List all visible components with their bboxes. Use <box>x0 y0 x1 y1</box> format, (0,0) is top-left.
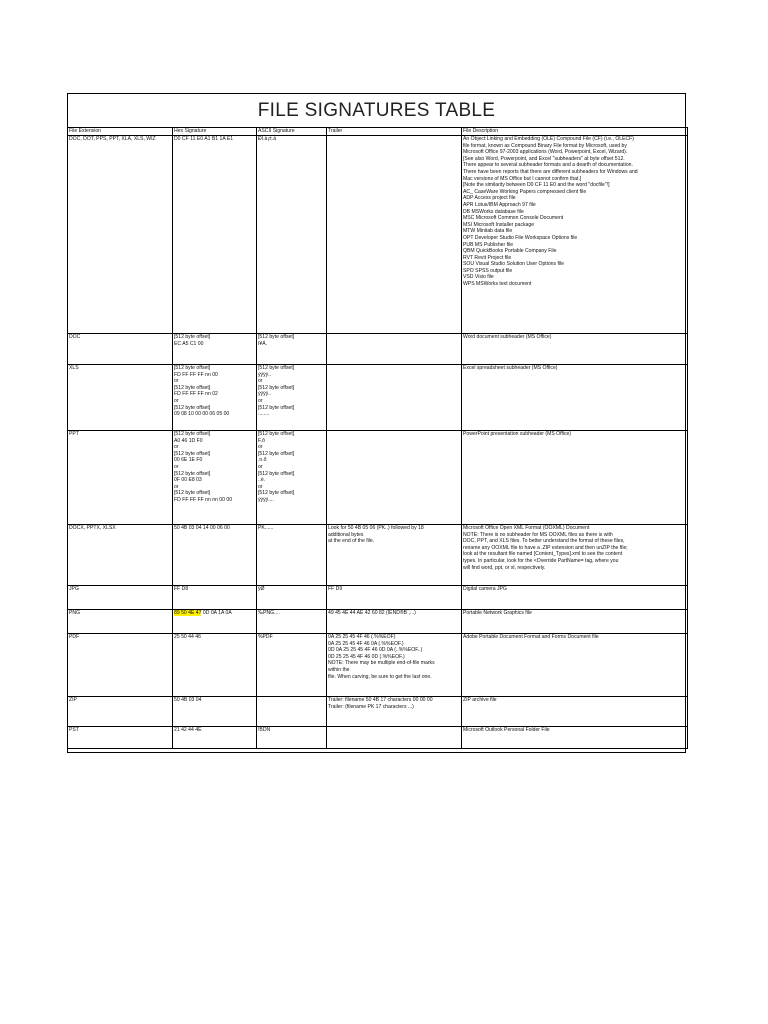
ascii-signature-cell <box>257 334 327 365</box>
cell-line: ÿØ <box>258 586 265 592</box>
cell-line: [512 byte offset] <box>174 490 211 497</box>
cell-line: or <box>174 463 179 470</box>
cell-line: ýÿÿÿ.. <box>258 371 272 378</box>
ascii-signature-cell <box>257 525 327 586</box>
trailer-cell <box>327 525 462 586</box>
cell-line: EC A5 C1 00 <box>174 340 204 347</box>
cell-line: ZIP archive file <box>463 697 497 703</box>
cell-line: NOTE: There is no subheader for MS OOXML files as there is with <box>463 531 613 538</box>
cell-line: look at the resultant file named [Content_Types].xml to see the content <box>463 551 623 558</box>
file-extension-cell <box>68 525 173 586</box>
cell-line: [512 byte offset] <box>258 450 295 457</box>
cell-line: [512 byte offset] <box>174 450 211 457</box>
trailer-cell <box>327 136 462 334</box>
file-description-cell <box>462 431 688 525</box>
cell-line: Mac versions of MS Office but I cannot confirm that.] <box>463 175 582 182</box>
cell-line: or <box>258 444 263 451</box>
cell-line: or <box>174 397 179 404</box>
cell-line: A0 46 1D F0 <box>174 437 203 444</box>
ascii-signature-cell <box>257 697 327 727</box>
file-description-cell <box>462 365 688 431</box>
cell-line: 50 4B 03 04 <box>174 697 202 703</box>
cell-line: [512 byte offset] <box>174 365 211 371</box>
ascii-signature-cell <box>257 727 327 749</box>
cell-line: DOC, DOT, PPS, PPT, XLA, XLS, WIZ <box>69 136 156 142</box>
cell-line: Trailer: filename 50 4B 17 characters 00 00 00 <box>328 697 433 703</box>
cell-line: Microsoft Office Open XML Format (OOXML) Document <box>463 525 590 531</box>
cell-line: ZIP <box>69 697 77 703</box>
column-header-hex-signature: Hex Signature <box>173 128 257 136</box>
table-row <box>68 525 688 586</box>
file-description-cell <box>462 136 688 334</box>
table-row <box>68 586 688 610</box>
signatures-table <box>67 127 688 749</box>
cell-line: [512 byte offset] <box>174 431 211 437</box>
cell-line: [Note the similarity between D0 CF 11 E0 and the word "docfile"!] <box>463 182 610 189</box>
file-description-cell <box>462 334 688 365</box>
file-description-cell <box>462 634 688 697</box>
cell-line: WPS MSWorks text document <box>463 281 532 288</box>
file-description-cell <box>462 697 688 727</box>
cell-line: .n.ð <box>258 457 267 464</box>
file-extension-cell <box>68 610 173 634</box>
cell-line: VSD Visio file <box>463 274 494 281</box>
file-description-cell <box>462 525 688 586</box>
cell-text: 0D 0A 1A 0A <box>201 610 232 616</box>
cell-line: ..è. <box>258 477 266 484</box>
cell-line: [512 byte offset] <box>174 384 211 391</box>
hex-signature-cell <box>173 365 257 431</box>
cell-line: 0D 25 25 45 4F 46 0D (.%%EOF.) <box>328 653 405 660</box>
cell-line: or <box>174 483 179 490</box>
cell-line: 25 50 44 46 <box>174 634 201 640</box>
table-header-row <box>68 128 688 136</box>
file-extension-cell <box>68 136 173 334</box>
column-header-file-description: File Description <box>462 128 688 136</box>
cell-line: !BDN <box>258 727 271 733</box>
trailer-cell <box>327 334 462 365</box>
cell-line: RVT Revit Project file <box>463 254 512 261</box>
ascii-signature-cell <box>257 431 327 525</box>
cell-line: [512 byte offset] <box>258 334 295 340</box>
cell-line: ì¥Á. <box>258 340 268 347</box>
cell-line: [512 byte offset] <box>174 470 211 477</box>
table-row <box>68 727 688 749</box>
cell-line: ýÿÿÿ.. <box>258 391 272 398</box>
hex-signature-cell <box>173 727 257 749</box>
highlighted-text: 89 50 4E 47 <box>174 610 202 616</box>
cell-line: 21 42 44 4E <box>174 727 202 733</box>
cell-line: ÐÏ.à¡±.á <box>258 136 277 142</box>
cell-line <box>174 610 255 617</box>
cell-line: Portable Network Graphics file <box>463 610 532 616</box>
cell-line: Excel spreadsheet subheader (MS Office) <box>463 365 558 371</box>
cell-line: There appear to several subheader formats and a dearth of documentation. <box>463 162 633 169</box>
cell-line: ........ <box>258 411 270 418</box>
table-row <box>68 697 688 727</box>
cell-line: file. When carving, be sure to get the last one. <box>328 673 432 680</box>
cell-line: ADP Access project file <box>463 195 516 202</box>
cell-line: PDF <box>69 634 80 640</box>
cell-line: [512 byte offset] <box>174 334 211 340</box>
file-description-cell <box>462 610 688 634</box>
cell-line: PK...... <box>258 525 274 531</box>
cell-line: There have been reports that there are different subheaders for Windows and <box>463 168 638 175</box>
cell-line: SOU Visual Studio Solution User Options file <box>463 261 564 268</box>
hex-signature-cell <box>173 586 257 610</box>
cell-line: rename any OOXML file to have a .ZIP extension and then unZIP the file; <box>463 544 628 551</box>
cell-line: FD FF FF FF nn 02 <box>174 391 218 398</box>
table-row <box>68 634 688 697</box>
file-extension-cell <box>68 586 173 610</box>
cell-line: An Object Linking and Embedding (OLE) Compound File (CF) (i.e., OLECF) <box>463 136 634 142</box>
cell-line: ýÿÿÿ.... <box>258 496 274 503</box>
cell-line: within the <box>328 666 350 673</box>
trailer-cell <box>327 431 462 525</box>
cell-line: D0 CF 11 E0 A1 B1 1A E1 <box>174 136 234 142</box>
cell-line: AC_ CaseWare Working Papers compressed client file <box>463 188 587 195</box>
column-header-file-extension: File Extension <box>68 128 173 136</box>
cell-line: additional bytes <box>328 531 364 538</box>
table-row <box>68 136 688 334</box>
cell-line: 0A 25 25 45 4F 46 0A (.%%EOF.) <box>328 640 404 647</box>
cell-line: Microsoft Outlook Personal Folder File <box>463 727 550 733</box>
cell-line: 0F 00 E8 03 <box>174 477 202 484</box>
hex-signature-cell <box>173 431 257 525</box>
file-extension-cell <box>68 697 173 727</box>
trailer-cell <box>327 365 462 431</box>
cell-line: or <box>174 444 179 451</box>
hex-signature-cell <box>173 334 257 365</box>
cell-line: PNG <box>69 610 81 616</box>
trailer-cell <box>327 697 462 727</box>
cell-line: [512 byte offset] <box>258 365 295 371</box>
cell-line: Trailer: (filename PK 17 characters ...) <box>328 703 414 710</box>
trailer-cell <box>327 610 462 634</box>
cell-line: APR Lotus/IBM Approach 97 file <box>463 201 536 208</box>
cell-line: or <box>258 463 263 470</box>
file-description-cell <box>462 586 688 610</box>
page-title: FILE SIGNATURES TABLE <box>257 100 496 121</box>
cell-line: will find word, ppt, or xl, respectively. <box>463 564 546 571</box>
cell-line: at the end of the file. <box>328 538 375 545</box>
file-extension-cell <box>68 727 173 749</box>
cell-line: MSI Microsoft Installer package <box>463 221 535 228</box>
ascii-signature-cell <box>257 610 327 634</box>
hex-signature-cell <box>173 525 257 586</box>
ascii-signature-cell <box>257 365 327 431</box>
ascii-signature-cell <box>257 586 327 610</box>
cell-line: or <box>258 378 263 385</box>
table-row <box>68 610 688 634</box>
table-row <box>68 431 688 525</box>
column-header-ascii-signature: ASCII Signature <box>257 128 327 136</box>
cell-line: 0D 0A 25 25 45 4F 46 0D 0A (..%%EOF..) <box>328 647 423 654</box>
cell-line: or <box>174 378 179 385</box>
cell-line: or <box>258 483 263 490</box>
file-extension-cell <box>68 365 173 431</box>
cell-line: PUB MS Publisher file <box>463 241 514 248</box>
cell-line: 09 08 10 00 00 06 05 00 <box>174 411 230 418</box>
trailer-cell <box>327 727 462 749</box>
cell-line: F.ð <box>258 437 265 444</box>
cell-line: PST <box>69 727 79 733</box>
cell-line: 49 45 4E 44 AE 42 60 82 (IEND®B`‚...) <box>328 610 416 616</box>
file-extension-cell <box>68 431 173 525</box>
trailer-cell <box>327 586 462 610</box>
ascii-signature-cell <box>257 136 327 334</box>
table-row <box>68 365 688 431</box>
hex-signature-cell <box>173 697 257 727</box>
cell-line: QBM QuickBooks Portable Company File <box>463 248 557 255</box>
cell-line: Look for 50 4B 05 06 (PK..) followed by 18 <box>328 525 424 531</box>
hex-signature-cell <box>173 634 257 697</box>
cell-line: SPO SPSS output file <box>463 267 513 274</box>
cell-line: [512 byte offset] <box>258 384 295 391</box>
trailer-cell <box>327 634 462 697</box>
column-header-trailer: Trailer <box>327 128 462 136</box>
hex-signature-cell <box>173 136 257 334</box>
cell-line: DOCX, PPTX, XLSX <box>69 525 116 531</box>
cell-line: MTW Minitab data file <box>463 228 513 235</box>
cell-line: or <box>258 397 263 404</box>
cell-line: Digital camera JPG <box>463 586 507 592</box>
cell-line: Word document subheader (MS Office) <box>463 334 552 340</box>
file-extension-cell <box>68 334 173 365</box>
cell-line: [512 byte offset] <box>258 470 295 477</box>
file-extension-cell <box>68 634 173 697</box>
cell-line: PowerPoint presentation subheader (MS Office) <box>463 431 572 437</box>
cell-line: 00 6E 1E F0 <box>174 457 203 464</box>
ascii-signature-cell <box>257 634 327 697</box>
cell-line: XLS <box>69 365 79 371</box>
hex-signature-cell <box>173 610 257 634</box>
cell-line: %PDF <box>258 634 273 640</box>
cell-line: NOTE: There may be multiple end-of-file marks <box>328 660 435 667</box>
cell-line: [512 byte offset] <box>258 490 295 497</box>
cell-line: ‰PNG.... <box>258 610 280 616</box>
cell-line: [See also Word, Powerpoint, and Excel "subheaders" at byte offset 512. <box>463 155 625 162</box>
cell-line: DOC, PPT, and XLS files. To better understand the format of these files, <box>463 538 625 545</box>
cell-line: FF D9 <box>328 586 343 592</box>
cell-line: [512 byte offset] <box>174 404 211 411</box>
cell-line: JPG <box>69 586 79 592</box>
cell-line: OPT Developer Studio File Workspace Options file <box>463 234 578 241</box>
file-description-cell <box>462 727 688 749</box>
cell-line: types. In particular, look for the <Override PartName= tag, where you <box>463 557 619 564</box>
cell-line: FD FF FF FF nn 00 <box>174 371 218 378</box>
cell-line: DB MSWorks database file <box>463 208 524 215</box>
cell-line: 0A 25 25 45 4F 46 (.%%EOF) <box>328 634 396 640</box>
cell-line: [512 byte offset] <box>258 431 295 437</box>
cell-line: FD FF FF FF nn nn 00 00 <box>174 496 233 503</box>
cell-line: file format, known as Compound Binary File format by Microsoft, used by <box>463 142 627 149</box>
cell-line: DOC <box>69 334 81 340</box>
cell-line: PPT <box>69 431 79 437</box>
cell-line: Microsoft Office 97-2003 applications (Word, Powerpoint, Excel, Wizard). <box>463 149 628 156</box>
cell-line: FF D8 <box>174 586 189 592</box>
table-row <box>68 334 688 365</box>
cell-line: 50 4B 03 04 14 00 06 00 <box>174 525 230 531</box>
cell-line: Adobe Portable Document Format and Forms Document file <box>463 634 599 640</box>
cell-line: MSC Microsoft Common Console Document <box>463 215 564 222</box>
cell-line: [512 byte offset] <box>258 404 295 411</box>
file-signatures-sheet <box>67 93 686 753</box>
